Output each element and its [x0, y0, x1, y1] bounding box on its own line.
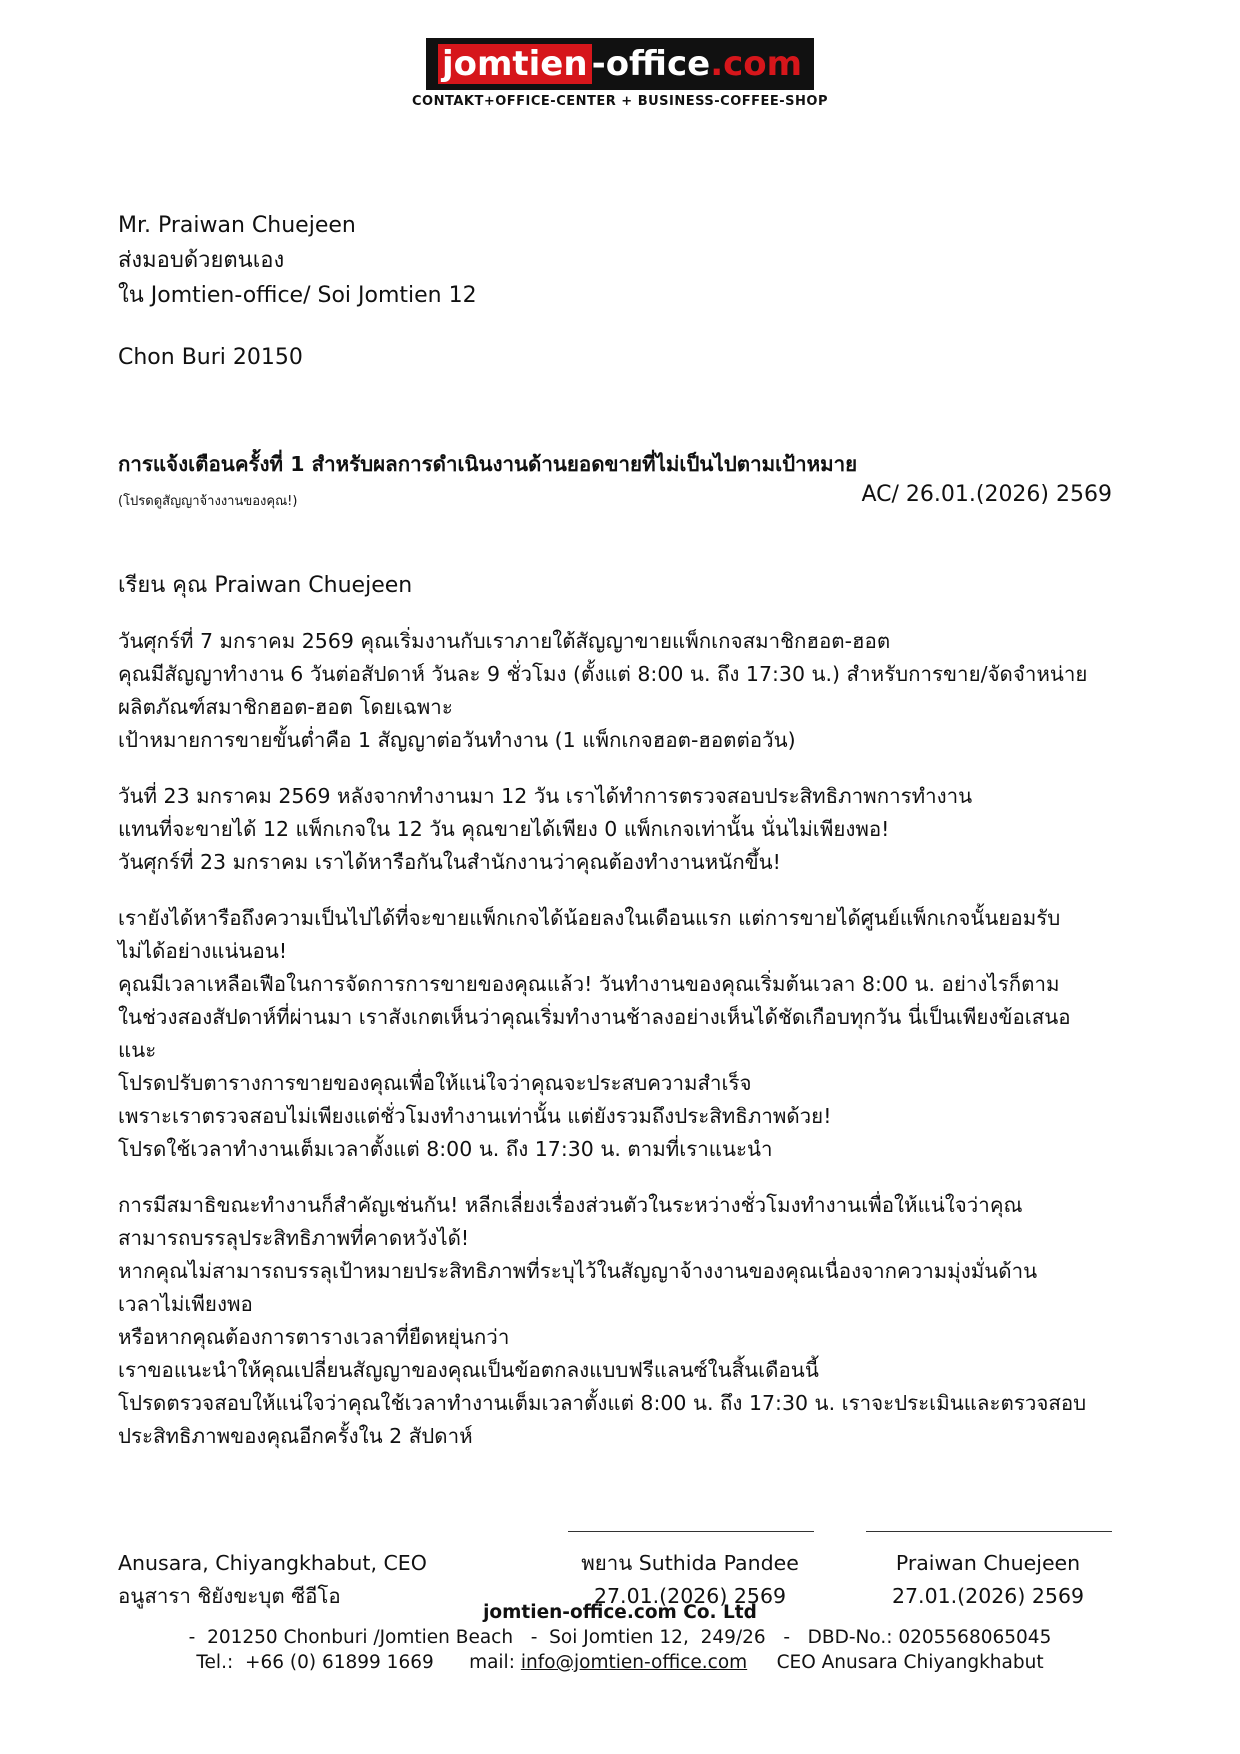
logo-part-com: .com	[710, 44, 803, 84]
paragraph-line: ในช่วงสองสัปดาห์ที่ผ่านมา เราสังเกตเห็นว่าคุณเริ่มทำงานช้าลงอย่างเห็นได้ชัดเกือบทุกวัน นี่เป็นเพียงข้อเสนอ	[118, 1005, 1071, 1029]
paragraph-line: คุณมีเวลาเหลือเฟือในการจัดการการขายของคุณแล้ว! วันทำงานของคุณเริ่มต้นเวลา 8:00 น. อย่างไรก็ตาม	[118, 972, 1060, 996]
footer-email-link[interactable]: info@jomtien-office.com	[520, 1652, 748, 1673]
paragraph-line: วันศุกร์ที่ 23 มกราคม เราได้หารือกันในสำนักงานว่าคุณต้องทำงานหนักขึ้น!	[118, 850, 781, 874]
footer-mail-label: mail:	[469, 1652, 521, 1673]
employee-name: Praiwan Chuejeen	[895, 1551, 1081, 1575]
letter-subject: การแจ้งเตือนครั้งที่ 1 สำหรับผลการดำเนินงานด้านยอดขายที่ไม่เป็นไปตามเป้าหมาย	[118, 452, 858, 476]
paragraph-line: เราขอแนะนำให้คุณเปลี่ยนสัญญาของคุณเป็นข้อตกลงแบบฟรีแลนซ์ในสิ้นเดือนนี้	[118, 1358, 819, 1382]
paragraph-line: แทนที่จะขายได้ 12 แพ็กเกจใน 12 วัน คุณขายได้เพียง 0 แพ็กเกจเท่านั้น นั่นไม่เพียงพอ!	[118, 817, 890, 841]
paragraph-line: ประสิทธิภาพของคุณอีกครั้งใน 2 สัปดาห์	[118, 1424, 473, 1448]
paragraph-line: เวลาไม่เพียงพอ	[118, 1292, 253, 1316]
recipient-name: Mr. Praiwan Chuejeen	[118, 213, 356, 238]
witness-date: 27.01.(2026) 2569	[593, 1584, 787, 1608]
footer-tel: Tel.: +66 (0) 61899 1669	[196, 1652, 434, 1673]
paragraph-line: เรายังได้หารือถึงความเป็นไปได้ที่จะขายแพ็กเกจได้น้อยลงในเดือนแรก แต่การขายได้ศูนย์แพ็กเกจนั้นยอมรับ	[118, 906, 1061, 930]
witness-name: พยาน Suthida Pandee	[581, 1551, 799, 1575]
text	[434, 1652, 469, 1673]
salutation: เรียน คุณ Praiwan Chuejeen	[118, 573, 413, 598]
paragraph-4	[118, 1189, 1133, 1453]
paragraph-line: เพราะเราตรวจสอบไม่เพียงแต่ชั่วโมงทำงานเท่านั้น แต่ยังรวมถึงประสิทธิภาพด้วย!	[118, 1104, 832, 1128]
tagline-wrap	[0, 90, 1240, 109]
paragraph-line: เป้าหมายการขายขั้นต่ำคือ 1 สัญญาต่อวันทำงาน (1 แพ็กเกจฮอต-ฮอตต่อวัน)	[118, 728, 796, 752]
employee-date: 27.01.(2026) 2569	[891, 1584, 1085, 1608]
recipient-city: Chon Buri 20150	[118, 345, 303, 370]
ceo-name-en: Anusara, Chiyangkhabut, CEO	[118, 1551, 427, 1575]
recipient-delivery: ส่งมอบด้วยตนเอง	[118, 248, 285, 273]
paragraph-3	[118, 902, 1133, 1166]
ceo-name-th: อนูสารา ชิยังขะบุต ซีอีโอ	[118, 1584, 341, 1608]
paragraph-line: คุณมีสัญญาทำงาน 6 วันต่อสัปดาห์ วันละ 9 ชั่วโมง (ตั้งแต่ 8:00 น. ถึง 17:30 น.) สำหรับการขาย/จัดจำหน่าย	[118, 662, 1088, 686]
logo-tagline: CONTAKT+OFFICE-CENTER + BUSINESS-COFFEE-SHOP	[412, 94, 828, 109]
paragraph-line: การมีสมาธิขณะทำงานก็สำคัญเช่นกัน! หลีกเลี่ยงเรื่องส่วนตัวในระหว่างชั่วโมงทำงานเพื่อให้แน่ใจว่าคุณ	[118, 1193, 1023, 1217]
paragraph-1	[118, 625, 1133, 757]
subject-note: (โปรดดูสัญญาจ้างงานของคุณ!)	[118, 494, 298, 509]
logo-box	[426, 38, 814, 90]
paragraph-line: สามารถบรรลุประสิทธิภาพที่คาดหวังได้!	[118, 1226, 470, 1250]
reference-number: AC/ 26.01.(2026) 2569	[861, 482, 1112, 507]
letter-body	[118, 625, 1133, 1476]
footer-address: - 201250 Chonburi /Jomtien Beach - Soi Jomtien 12, 249/26 - DBD-No.: 0205568065045	[188, 1627, 1052, 1648]
paragraph-line: วันศุกร์ที่ 7 มกราคม 2569 คุณเริ่มงานกับเราภายใต้สัญญาขายแพ็กเกจสมาชิกฮอต-ฮอต	[118, 629, 891, 653]
footer-contact-row	[0, 1650, 1240, 1675]
letter-footer	[0, 1600, 1240, 1675]
text	[747, 1652, 776, 1673]
employee-signature-line	[866, 1531, 1112, 1532]
footer-ceo: CEO Anusara Chiyangkhabut	[776, 1652, 1044, 1673]
paragraph-line: แนะ	[118, 1038, 157, 1062]
logo-part-jomtien: jomtien	[438, 44, 592, 84]
footer-company: jomtien-office.com Co. Ltd	[483, 1602, 757, 1623]
paragraph-line: หรือหากคุณต้องการตารางเวลาที่ยืดหยุ่นกว่า	[118, 1325, 510, 1349]
paragraph-2	[118, 780, 1133, 879]
company-logo	[0, 38, 1240, 90]
paragraph-line: ผลิตภัณฑ์สมาชิกฮอต-ฮอต โดยเฉพาะ	[118, 695, 453, 719]
paragraph-line: โปรดตรวจสอบให้แน่ใจว่าคุณใช้เวลาทำงานเต็มเวลาตั้งแต่ 8:00 น. ถึง 17:30 น. เราจะประเมินและตรวจสอบ	[118, 1391, 1087, 1415]
recipient-location: ใน Jomtien-office/ Soi Jomtien 12	[118, 283, 477, 308]
address-spacer	[118, 313, 477, 340]
paragraph-line: หากคุณไม่สามารถบรรลุเป้าหมายประสิทธิภาพที่ระบุไว้ในสัญญาจ้างงานของคุณเนื่องจากความมุ่งมั่นด้าน	[118, 1259, 1038, 1283]
paragraph-line: โปรดปรับตารางการขายของคุณเพื่อให้แน่ใจว่าคุณจะประสบความสำเร็จ	[118, 1071, 752, 1095]
paragraph-line: โปรดใช้เวลาทำงานเต็มเวลาตั้งแต่ 8:00 น. ถึง 17:30 น. ตามที่เราแนะนำ	[118, 1137, 773, 1161]
paragraph-line: ไม่ได้อย่างแน่นอน!	[118, 939, 288, 963]
logo-part-office: -office	[591, 44, 711, 84]
recipient-address	[118, 208, 477, 375]
witness-signature-line	[568, 1531, 814, 1532]
paragraph-line: วันที่ 23 มกราคม 2569 หลังจากทำงานมา 12 วัน เราได้ทำการตรวจสอบประสิทธิภาพการทำงาน	[118, 784, 973, 808]
